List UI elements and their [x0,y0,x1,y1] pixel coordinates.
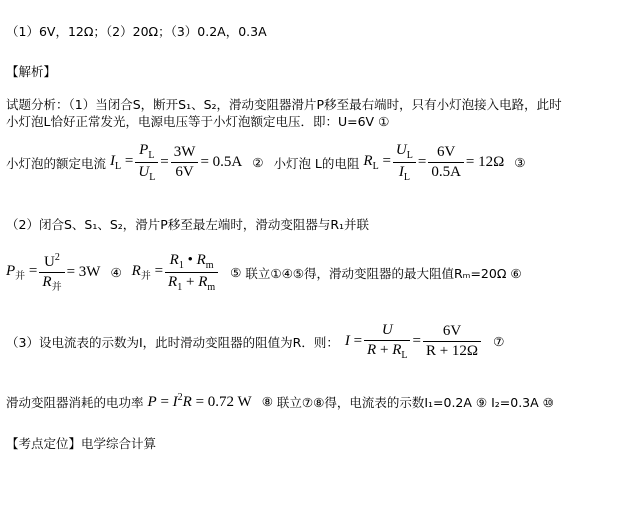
eq4-tail: 联立⑦⑧得，电流表的示数I₁=0.2A ⑨ I₂=0.3A ⑩ [276,394,554,410]
equation-power [6,392,554,411]
eq2-mark4: ④ [110,265,122,280]
eq1-r-lhs: $R_L$ = [363,153,391,172]
eq2-result: = 3W [66,264,101,280]
part2-line: （2）闭合S、S₁、S₂，滑片P移至最左端时，滑动变阻器与R₁并联 [6,217,370,232]
eq1-r-fraction-values: $\frac{6V}{0.5A}$ [428,144,464,181]
analysis-line-2: 小灯泡L恰好正常发光，电源电压等于小灯泡额定电压．即：U=6V ① [6,114,390,129]
eq4-formula: $P = I^2R = 0.72$ W [147,392,252,410]
eq1-mid-text: 小灯泡 L的电阻 [273,155,360,171]
equation-current: （3）设电流表的示数为I，此时滑动变阻器的阻值为R．则： I = $\frac{U}{R + R_L}$ = $\frac{6V}{R + 12\Omega}$ ⑦ [6,322,505,361]
eq1-prefix: 小灯泡的额定电流 [6,155,107,171]
eq3-fraction-symbolic: $\frac{U}{R + R_L}$ [364,322,410,361]
analysis-heading: 【解析】 [6,64,57,79]
answer-line: （1）6V，12Ω；（2）20Ω；（3）0.2A，0.3A [6,24,267,39]
eq4-mark8: ⑧ [261,394,273,409]
equation-parallel [6,252,522,293]
eq1-mark2: ③ [514,155,526,170]
equation-rated-current: 小灯泡的额定电流 $I_L$ = $\frac{P_L}{U_L}$ = $\frac{3W}{6V}$ = 0.5A ② 小灯泡 L的电阻 $R_L$ = $\frac{U_L}{I_L}$ = $\frac{6V}{0.5A}$ = 12Ω ③ [6,142,526,183]
eq2-fraction-resistance: $\frac{R_1 • R_m}{R_1 + R_m}$ [165,252,218,293]
eq2-tail: 联立①④⑤得，滑动变阻器的最大阻值Rₘ=20Ω ⑥ [245,265,522,281]
eq1-result: = 0.5A [200,154,243,170]
eq1-fraction-symbolic: $\frac{P_L}{U_L}$ [135,142,158,183]
eq3-lhs: I = [344,333,363,349]
eq2-fraction-power: $\frac{U^2}{R_并}$ [39,252,64,293]
eq1-lhs: $I_L$ = [110,153,134,172]
eq2-mark5: ⑤ [230,265,242,280]
eq2-r-lhs: $R_并$ = [131,263,164,282]
eq3-prefix: （3）设电流表的示数为I，此时滑动变阻器的阻值为R．则： [6,334,339,350]
analysis-line-1: 试题分析：（1）当闭合S，断开S₁、S₂，滑动变阻器滑片P移至最右端时，只有小灯泡接入电路，此时 [6,97,562,112]
eq3-fraction-values: $\frac{6V}{R + 12\Omega}$ [423,323,481,360]
eq1-r-fraction-symbolic: $\frac{U_L}{I_L}$ [393,142,416,183]
eq1-mark: ② [252,155,264,170]
eq1-fraction-values: $\frac{3W}{6V}$ [171,144,199,181]
eq3-mark: ⑦ [493,334,505,349]
kaodian-line: 【考点定位】电学综合计算 [6,436,157,451]
eq2-p-lhs: $P_并$ = [6,263,38,282]
eq1-r-result: = 12Ω [465,154,505,170]
eq4-prefix: 滑动变阻器消耗的电功率 [6,394,144,410]
